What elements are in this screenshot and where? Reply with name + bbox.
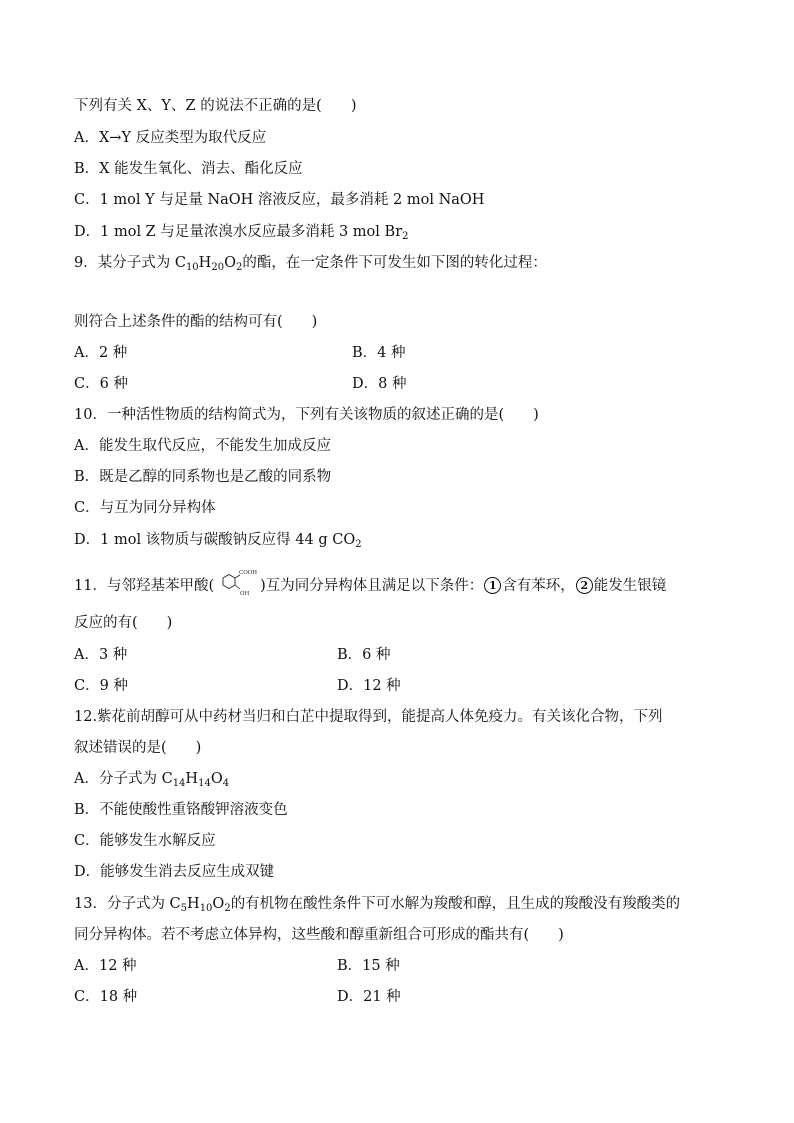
q13-option-d: D．21 种 [337, 989, 401, 1005]
q11-stem: 11．与邻羟基苯甲酸( COOH OH )互为同分异构体且满足以下条件： 1 含有苯环， 2 能发生银镜 [74, 570, 667, 597]
q11-option-b: B．6 种 [337, 647, 391, 663]
q9-option-c: C．6 种 [74, 376, 128, 392]
q9-option-a: A．2 种 [74, 345, 128, 361]
q11-option-a: A．3 种 [74, 647, 128, 663]
q13-stem-2: 同分异构体。若不考虑立体异构，这些酸和醇重新组合可形成的酯共有( ) [74, 927, 564, 943]
q11-option-d: D．12 种 [337, 678, 401, 694]
q9-option-d: D．8 种 [352, 376, 407, 392]
circled-number: 1 [484, 577, 501, 594]
q9-stem-2: 则符合上述条件的酯的结构可有( ) [74, 314, 318, 330]
oh-label: OH [240, 591, 250, 597]
q9-option-b: B．4 种 [352, 345, 406, 361]
q13-option-b: B．15 种 [337, 958, 400, 974]
q12-option-d: D．能够发生消去反应生成双键 [74, 864, 275, 880]
q8-option-a: A．X→Y 反应类型为取代反应 [74, 130, 267, 146]
q12-stem: 12.紫花前胡醇可从中药材当归和白芷中提取得到，能提高人体免疫力。有关该化合物，下列 [74, 709, 663, 725]
q13-stem: 13．分子式为 $C_5H_{10}O_2$的有机物在酸性条件下可水解为羧酸和醇，且生成的羧酸没有羧酸类的 [74, 896, 681, 914]
q11-option-c: C．9 种 [74, 678, 128, 694]
q13-option-a: A．12 种 [74, 958, 137, 974]
circled-number: 2 [576, 577, 593, 594]
q8-option-b: B．X 能发生氧化、消去、酯化反应 [74, 161, 303, 177]
q12-option-b: B．不能使酸性重铬酸钾溶液变色 [74, 802, 288, 818]
salicylic-acid-structure-icon [214, 569, 260, 599]
q13-option-c: C．18 种 [74, 989, 138, 1005]
q10-option-c: C．与互为同分异构体 [74, 500, 216, 516]
cooh-label: COOH [239, 570, 258, 576]
q10-stem: 10．一种活性物质的结构简式为，下列有关该物质的叙述正确的是( ) [74, 407, 539, 423]
q12-option-a: A．分子式为 $C_{14}H_{14}O_4$ [74, 771, 230, 789]
q9-stem: 9．某分子式为 $C_{10}H_{20}O_2$的酯，在一定条件下可发生如下图的转化过程： [74, 255, 547, 273]
q10-option-a: A．能发生取代反应，不能发生加成反应 [74, 438, 331, 454]
q8-option-d: D．1 mol Z 与足量浓溴水反应最多消耗 3 mol $Br_2$ [74, 224, 409, 242]
q8-option-c: C．1 mol Y 与足量 NaOH 溶液反应，最多消耗 2 mol NaOH [74, 192, 485, 208]
q10-option-b: B．既是乙醇的同系物也是乙酸的同系物 [74, 469, 332, 485]
q11-stem-2: 反应的有( ) [74, 615, 173, 631]
q12-option-c: C．能够发生水解反应 [74, 833, 216, 849]
q12-stem-2: 叙述错误的是( ) [74, 740, 202, 756]
q10-option-d: D．1 mol 该物质与碳酸钠反应得 44 g $CO_2$ [74, 532, 362, 550]
q8-stem: 下列有关 X、Y、Z 的说法不正确的是( ) [74, 98, 357, 114]
